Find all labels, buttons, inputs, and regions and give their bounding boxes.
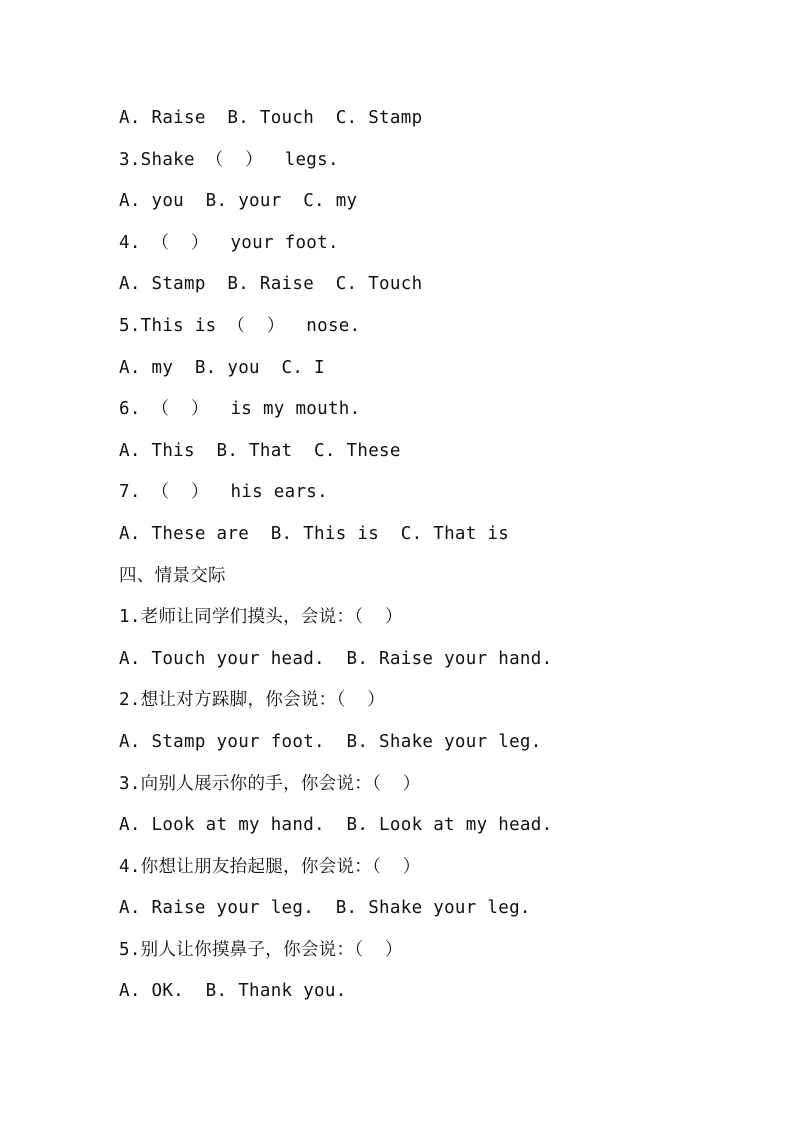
question-line: 3.向别人展示你的手，你会说：（ ） — [119, 773, 421, 794]
options-line: A. you B. your C. my — [119, 191, 358, 212]
question-line: 5.This is （ ） nose. — [119, 315, 361, 336]
options-line: A. Stamp your foot. B. Shake your leg. — [119, 731, 542, 752]
worksheet-content — [119, 102, 759, 1017]
question-line: 6. （ ） is my mouth. — [119, 399, 361, 420]
question-line: 2.想让对方跺脚，你会说：（ ） — [119, 690, 385, 711]
options-line: A. Look at my hand. B. Look at my head. — [119, 815, 553, 836]
section-heading: 四、情景交际 — [119, 565, 226, 586]
options-line: A. This B. That C. These — [119, 440, 401, 461]
options-line: A. These are B. This is C. That is — [119, 523, 510, 544]
options-line: A. Stamp B. Raise C. Touch — [119, 274, 423, 295]
question-line: 7. （ ） his ears. — [119, 482, 328, 503]
question-line: 4.你想让朋友抬起腿，你会说：（ ） — [119, 856, 421, 877]
question-line: 4. （ ） your foot. — [119, 232, 339, 253]
options-line: A. Raise your leg. B. Shake your leg. — [119, 898, 531, 919]
question-line: 3.Shake （ ） legs. — [119, 149, 339, 170]
options-line: A. OK. B. Thank you. — [119, 981, 347, 1002]
question-line: 5.别人让你摸鼻子，你会说：（ ） — [119, 939, 403, 960]
options-line: A. Raise B. Touch C. Stamp — [119, 108, 423, 128]
options-line: A. Touch your head. B. Raise your hand. — [119, 648, 553, 669]
question-line: 1.老师让同学们摸头，会说：（ ） — [119, 607, 403, 628]
options-line: A. my B. you C. I — [119, 357, 325, 378]
